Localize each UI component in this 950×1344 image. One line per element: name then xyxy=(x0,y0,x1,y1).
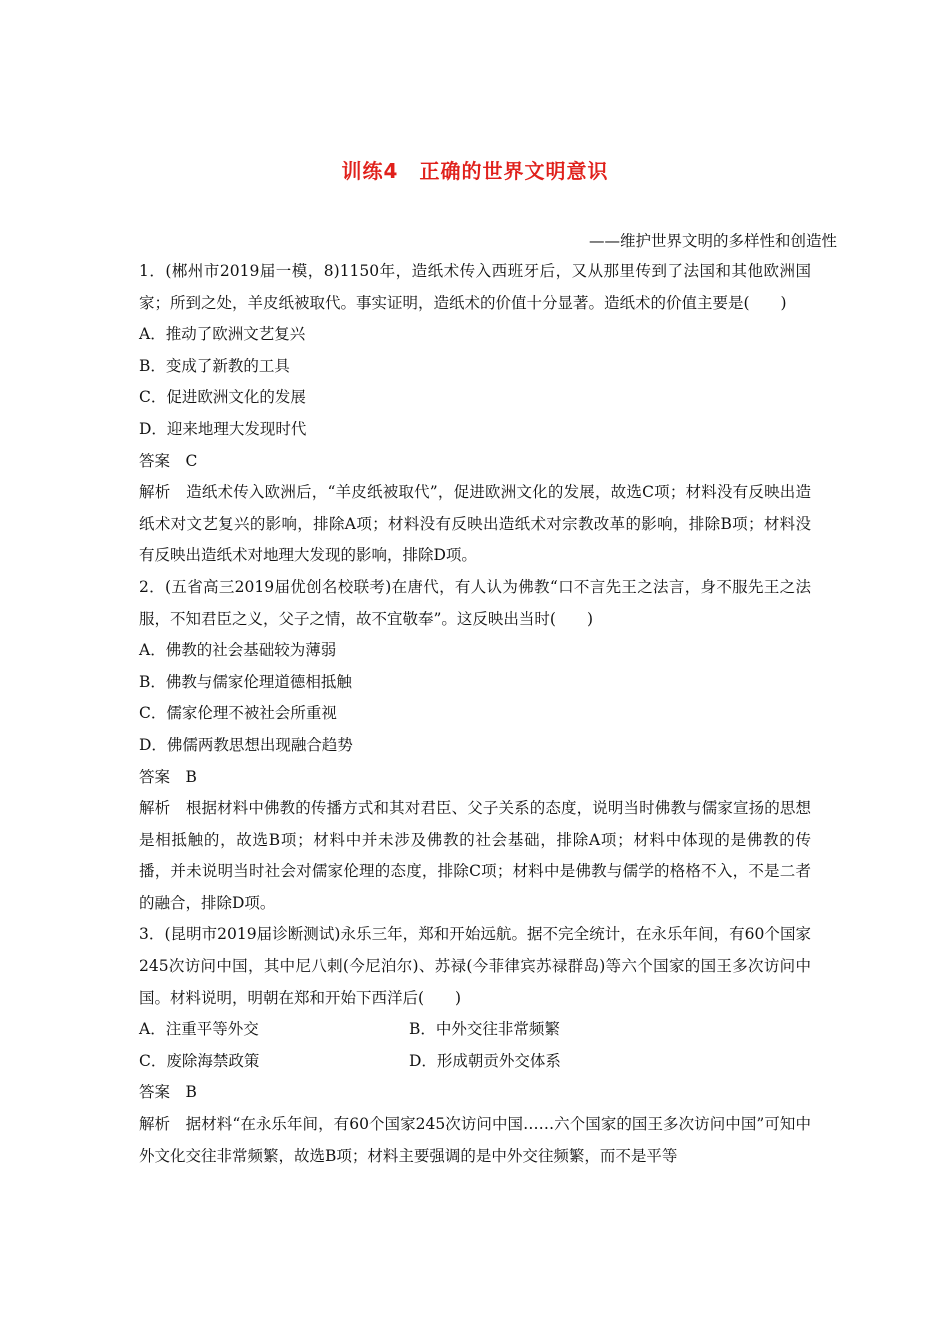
question-stem: 1．(郴州市2019届一模，8)1150年，造纸术传入西班牙后，又从那里传到了法国和其他欧洲国家；所到之处，羊皮纸被取代。事实证明，造纸术的价值十分显著。造纸术的价值主要是( ) xyxy=(139,262,811,312)
options-row xyxy=(139,1014,811,1046)
option-a: A．注重平等外交 xyxy=(139,1020,259,1039)
page-title: 训练4 正确的世界文明意识 xyxy=(341,159,609,183)
analysis-text: 解析 根据材料中佛教的传播方式和其对君臣、父子关系的态度，说明当时佛教与儒家宣扬的思想是相抵触的，故选B项；材料中并未涉及佛教的社会基础，排除A项；材料中体现的是佛教的传播，并未说明当时社会对儒家伦理的态度，排除C项；材料中是佛教与儒学的格格不入，不是二者的融合，排除D项。 xyxy=(139,799,811,912)
option-b: B．佛教与儒家伦理道德相抵触 xyxy=(139,672,352,691)
page-subtitle: ——维护世界文明的多样性和创造性 xyxy=(588,232,837,250)
question-stem: 3．(昆明市2019届诊断测试)永乐三年，郑和开始远航。据不完全统计，在永乐年间，有60个国家245次访问中国，其中尼八剌(今尼泊尔)、苏禄(今菲律宾苏禄群岛)等六个国家的国王多次访问中国。材料说明，明朝在郑和开始下西洋后( ) xyxy=(139,925,811,1007)
option-a: A．佛教的社会基础较为薄弱 xyxy=(139,641,337,660)
option-a: A．推动了欧洲文艺复兴 xyxy=(139,325,306,344)
option-b: B．中外交往非常频繁 xyxy=(409,1020,560,1039)
option-c: C．促进欧洲文化的发展 xyxy=(139,388,306,407)
option-c: C．废除海禁政策 xyxy=(139,1051,260,1070)
option-d: D．迎来地理大发现时代 xyxy=(139,419,307,438)
option-c: C．儒家伦理不被社会所重视 xyxy=(139,704,337,723)
analysis-text: 解析 据材料“在永乐年间，有60个国家245次访问中国……六个国家的国王多次访问中国”可知中外文化交往非常频繁，故选B项；材料主要强调的是中外交往频繁，而不是平等 xyxy=(139,1115,811,1165)
question-2 xyxy=(139,572,811,920)
option-d: D．形成朝贡外交体系 xyxy=(409,1051,561,1070)
answer-line: 答案 C xyxy=(139,451,198,470)
answer-line: 答案 B xyxy=(139,767,197,786)
option-d: D．佛儒两教思想出现融合趋势 xyxy=(139,735,353,754)
question-1 xyxy=(139,256,811,572)
option-b: B．变成了新教的工具 xyxy=(139,356,290,375)
question-3 xyxy=(139,919,811,1172)
question-list xyxy=(139,256,811,1172)
question-stem: 2．(五省高三2019届优创名校联考)在唐代，有人认为佛教“口不言先王之法言，身不服先王之法服，不知君臣之义，父子之情，故不宜敬奉”。这反映出当时( ) xyxy=(139,577,811,628)
analysis-text: 解析 造纸术传入欧洲后，“羊皮纸被取代”，促进欧洲文化的发展，故选C项；材料没有反映出造纸术对文艺复兴的影响，排除A项；材料没有反映出造纸术对宗教改革的影响，排除B项；材料没有反映出造纸术对地理大发现的影响，排除D项。 xyxy=(139,483,811,565)
answer-line: 答案 B xyxy=(139,1083,197,1102)
options-row xyxy=(139,1046,811,1078)
